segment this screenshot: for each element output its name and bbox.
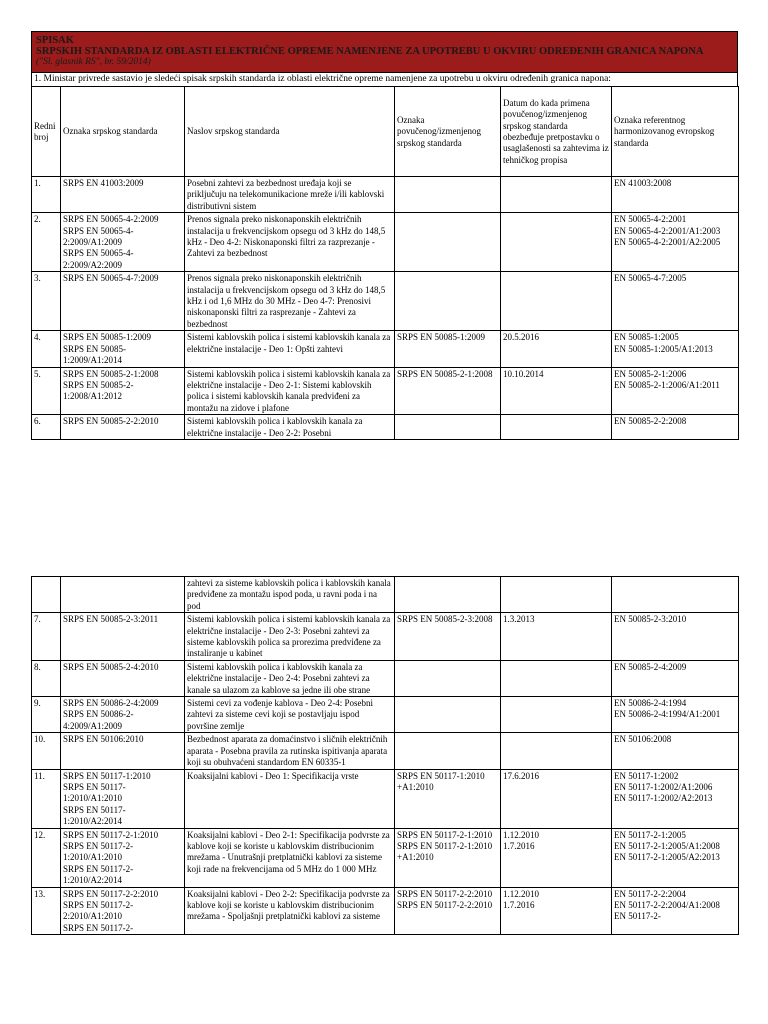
table-cell (501, 415, 612, 440)
gazette-reference: ("Sl. glasnik RS", br. 59/2014) (36, 57, 151, 67)
table-cell: SRPS EN 50106:2010 (61, 733, 185, 769)
table-cell (501, 697, 612, 733)
table-cell: 1.3.2013 (501, 613, 612, 661)
table-cell: EN 50065-4-7:2005 (612, 272, 739, 331)
table-cell: 11. (32, 769, 61, 828)
table-cell: 1.12.2010 1.7.2016 (501, 887, 612, 935)
table-cell: Koaksijalni kablovi - Deo 2-2: Specifikacija podvrste za kablove koji se koriste u kablovskim distribucionim mrežama - Spoljašnji pretplatnički kablovi za sisteme (185, 887, 395, 935)
table-cell: 10.10.2014 (501, 367, 612, 415)
table-cell: EN 50117-1:2002 EN 50117-1:2002/A1:2006 EN 50117-1:2002/A2:2013 (612, 769, 739, 828)
table-cell: SRPS EN 50085-2-3:2011 (61, 613, 185, 661)
standards-table-page-1 (31, 86, 739, 440)
table-cell: SRPS EN 50117-2-2:2010 SRPS EN 50117-2-2:2010 (395, 887, 501, 935)
table-cell: Prenos signala preko niskonaponskih električnih instalacija u frekvencijskom opsegu od 3 kHz do 148,5 kHz - Deo 4-2: Niskonaponski filtri za razprezanje - Zahtevi za bezbednost (185, 213, 395, 272)
header-title-line-2: SRPSKIH STANDARDA IZ OBLASTI ELEKTRIČNE OPREME NAMENJENE ZA UPOTREBU U OKVIRU ODREĐENIH GRANICA NAPONA (36, 46, 704, 57)
table-cell (395, 177, 501, 213)
table-cell: Sistemi kablovskih polica i kablovskih kanala za električne instalacije - Deo 2-4: Posebni zahtevi za kanale sa ulazom za kablove sa jedne ili obe strane (185, 660, 395, 696)
table-row (32, 367, 739, 415)
table-cell: SRPS EN 50086-2-4:2009 SRPS EN 50086-2-4:2009/A1:2009 (61, 697, 185, 733)
table-cell: 6. (32, 415, 61, 440)
column-header: Oznaka referentnog harmonizovanog evropskog standarda (612, 87, 739, 177)
table-row (32, 733, 739, 769)
table-cell: SRPS EN 50117-2-1:2010 SRPS EN 50117-2-1:2010 +A1:2010 (395, 828, 501, 887)
table-cell: SRPS EN 50065-4-7:2009 (61, 272, 185, 331)
table-cell: SRPS EN 50117-1:2010 +A1:2010 (395, 769, 501, 828)
table-cell: 8. (32, 660, 61, 696)
table-cell (32, 577, 61, 613)
table-cell (501, 660, 612, 696)
table-cell (395, 577, 501, 613)
table-cell: EN 50085-2-2:2008 (612, 415, 739, 440)
table-cell (395, 697, 501, 733)
table-cell: SRPS EN 50085-1:2009 (395, 331, 501, 367)
table-cell: 2. (32, 213, 61, 272)
table-cell (612, 577, 739, 613)
table-cell: SRPS EN 50065-4-2:2009 SRPS EN 50065-4-2:2009/A1:2009 SRPS EN 50065-4-2:2009/A2:2009 (61, 213, 185, 272)
header-title-line-1: SPISAK (36, 35, 74, 46)
table-row (32, 415, 739, 440)
table-cell: SRPS EN 50085-1:2009 SRPS EN 50085-1:2009/A1:2014 (61, 331, 185, 367)
standards-table-page-2 (31, 576, 739, 935)
table-cell: EN 50117-2-1:2005 EN 50117-2-1:2005/A1:2008 EN 50117-2-1:2005/A2:2013 (612, 828, 739, 887)
table-cell: 10. (32, 733, 61, 769)
table-cell (501, 177, 612, 213)
column-header: Datum do kada primena povučenog/izmenjenog srpskog standarda obezbeđuje pretpostavku o usaglašenosti sa zahtevima iz tehničkog propisa (501, 87, 612, 177)
column-header: Oznaka srpskog standarda (61, 87, 185, 177)
table-row (32, 697, 739, 733)
column-header: Redni broj (32, 87, 61, 177)
table-cell: 13. (32, 887, 61, 935)
table-cell: 1. (32, 177, 61, 213)
table-cell: 5. (32, 367, 61, 415)
table-cell (395, 272, 501, 331)
table-cell: SRPS EN 50085-2-1:2008 (395, 367, 501, 415)
table-cell (61, 577, 185, 613)
table-cell: EN 50085-2-4:2009 (612, 660, 739, 696)
table-cell (501, 272, 612, 331)
table-cell: SRPS EN 50085-2-1:2008 SRPS EN 50085-2-1:2008/A1:2012 (61, 367, 185, 415)
table-cell: Koaksijalni kablovi - Deo 1: Specifikacija vrste (185, 769, 395, 828)
table-cell (501, 213, 612, 272)
table-cell: EN 50086-2-4:1994 EN 50086-2-4:1994/A1:2001 (612, 697, 739, 733)
table-header-row (32, 87, 739, 177)
table-cell: Bezbednost aparata za domaćinstvo i sličnih električnih aparata - Posebna pravila za rutinska ispitivanja aparata koji su obuhvaćeni standardom EN 60335-1 (185, 733, 395, 769)
table-row (32, 660, 739, 696)
table-cell: Sistemi kablovskih polica i kablovskih kanala za električne instalacije - Deo 2-2: Posebni (185, 415, 395, 440)
table-cell: SRPS EN 50085-2-4:2010 (61, 660, 185, 696)
table-cell: 12. (32, 828, 61, 887)
table-row (32, 272, 739, 331)
table-cell: EN 50085-2-3:2010 (612, 613, 739, 661)
table-cell: Sistemi kablovskih polica i sistemi kablovskih kanala za električne instalacije - Deo 2-3: Posebni zahtevi za sisteme kablovskih polica sa prorezima predviđene za instaliranje u kabinet (185, 613, 395, 661)
table-cell: SRPS EN 50085-2-3:2008 (395, 613, 501, 661)
table-cell: Sistemi cevi za vođenje kablova - Deo 2-4: Posebni zahtevi za sisteme cevi koji se postavljaju ispod površine zemlje (185, 697, 395, 733)
table-cell: 3. (32, 272, 61, 331)
table-cell: Koaksijalni kablovi - Deo 2-1: Specifikacija podvrste za kablove koji se koriste u kablovskim distribucionim mrežama - Unutrašnji pretplatnički kablovi za sisteme koji rade na frekvencijama od 5 MHz do 1 000 MHz (185, 828, 395, 887)
table-cell: EN 41003:2008 (612, 177, 739, 213)
table-cell: Prenos signala preko niskonaponskih električnih instalacija u frekvencijskom opsegu od 3 kHz do 148,5 kHz i od 1,6 MHz do 30 MHz - Deo 4-7: Prenosivi niskonaponski filtri za rasprezanje - Zahtevi za bezbednost (185, 272, 395, 331)
table-cell: SRPS EN 41003:2009 (61, 177, 185, 213)
intro-paragraph: 1. Ministar privrede sastavio je sledeći spisak srpskih standarda iz oblasti električne opreme namenjene za upotrebu u okviru određenih granica napona: (31, 73, 738, 86)
table-row (32, 177, 739, 213)
document-page-1 (31, 31, 738, 440)
table-cell: EN 50085-2-1:2006 EN 50085-2-1:2006/A1:2011 (612, 367, 739, 415)
table-cell (395, 213, 501, 272)
table-cell: 20.5.2016 (501, 331, 612, 367)
table-row (32, 613, 739, 661)
table-row (32, 577, 739, 613)
table-row (32, 887, 739, 935)
table-cell: EN 50085-1:2005 EN 50085-1:2005/A1:2013 (612, 331, 739, 367)
table-cell: Posebni zahtevi za bezbednost uređaja koji se priključuju na telekomunikacione mreže i/ili kablovski distributivni sistem (185, 177, 395, 213)
table-cell: Sistemi kablovskih polica i sistemi kablovskih kanala za električne instalacije - Deo 1: Opšti zahtevi (185, 331, 395, 367)
table-cell (395, 733, 501, 769)
document-page-2 (31, 576, 738, 935)
table-cell: SRPS EN 50117-2-2:2010 SRPS EN 50117-2-2:2010/A1:2010 SRPS EN 50117-2- (61, 887, 185, 935)
table-cell: EN 50117-2-2:2004 EN 50117-2-2:2004/A1:2008 EN 50117-2- (612, 887, 739, 935)
table-row (32, 213, 739, 272)
table-cell (395, 660, 501, 696)
table-cell: 7. (32, 613, 61, 661)
table-row (32, 828, 739, 887)
table-cell: EN 50106:2008 (612, 733, 739, 769)
document-header-banner (31, 31, 738, 73)
table-cell: SRPS EN 50117-1:2010 SRPS EN 50117-1:2010/A1:2010 SRPS EN 50117-1:2010/A2:2014 (61, 769, 185, 828)
table-cell: zahtevi za sisteme kablovskih polica i kablovskih kanala predviđene za montažu ispod poda, u ravni poda i na pod (185, 577, 395, 613)
table-cell (501, 577, 612, 613)
table-row (32, 331, 739, 367)
table-cell: 17.6.2016 (501, 769, 612, 828)
table-cell (501, 733, 612, 769)
table-cell: 9. (32, 697, 61, 733)
table-cell (395, 415, 501, 440)
table-cell: 1.12.2010 1.7.2016 (501, 828, 612, 887)
table-row (32, 769, 739, 828)
table-cell: EN 50065-4-2:2001 EN 50065-4-2:2001/A1:2003 EN 50065-4-2:2001/A2:2005 (612, 213, 739, 272)
column-header: Oznaka povučenog/izmenjenog srpskog standarda (395, 87, 501, 177)
table-cell: 4. (32, 331, 61, 367)
table-cell: Sistemi kablovskih polica i sistemi kablovskih kanala za električne instalacije - Deo 2-1: Sistemi kablovskih polica i sistemi kablovskih kanala predviđeni za montažu na zidove i plafone (185, 367, 395, 415)
table-cell: SRPS EN 50117-2-1:2010 SRPS EN 50117-2-1:2010/A1:2010 SRPS EN 50117-2-1:2010/A2:2014 (61, 828, 185, 887)
column-header: Naslov srpskog standarda (185, 87, 395, 177)
table-cell: SRPS EN 50085-2-2:2010 (61, 415, 185, 440)
